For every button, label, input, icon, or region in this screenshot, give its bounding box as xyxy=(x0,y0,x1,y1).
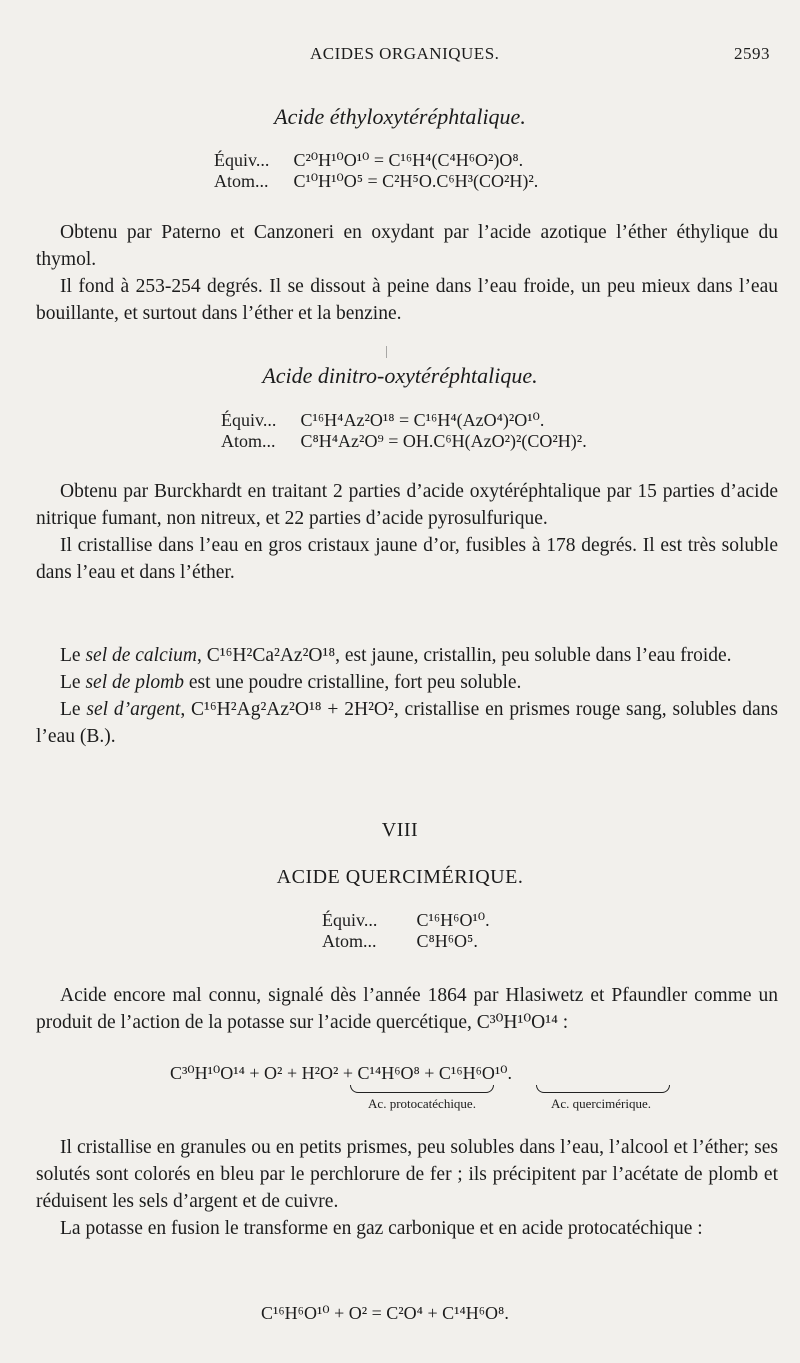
paragraph-block-4 xyxy=(36,982,778,1036)
paragraph-sel-argent: Le sel d’argent, C¹⁶H²Ag²Az²O¹⁸ + 2H²O², cristallise en prismes rouge sang, solubles dans l’eau (B.). xyxy=(36,699,778,747)
formula-label: Atom... xyxy=(214,171,269,191)
paragraph-block-5 xyxy=(36,1134,778,1242)
reaction-equation-2: C¹⁶H⁶O¹⁰ + O² = C²O⁴ + C¹⁴H⁶O⁸. xyxy=(261,1303,509,1323)
salt-name: sel de plomb xyxy=(85,672,185,693)
section-title-ethyloxy: Acide éthyloxytéréphtalique. xyxy=(274,104,526,129)
formula-label: Équiv... xyxy=(322,910,378,930)
underbrace xyxy=(350,1085,494,1093)
paragraph: Il fond à 253-254 degrés. Il se dissout à peine dans l’eau froide, un peu mieux dans l’eau bouillante, et surtout dans l’éther et la benzine. xyxy=(36,276,778,324)
paragraph: Acide encore mal connu, signalé dès l’année 1864 par Hlasiwetz et Pfaundler comme un produit de l’action de la potasse sur l’acide quercétique, C³⁰H¹⁰O¹⁴ : xyxy=(36,985,778,1033)
formula-equiv-3 xyxy=(322,910,490,931)
underbrace-label-protocatechique: Ac. protocatéchique. xyxy=(368,1096,476,1111)
print-mark xyxy=(386,346,387,358)
formula-atom-2 xyxy=(221,431,587,452)
paragraph: Il cristallise en granules ou en petits prismes, peu solubles dans l’eau, l’alcool et l’éther; ses solutés sont colorés en bleu par le perchlorure de fer ; ils précipitent par l’acétate de plomb et réduisent les sels d’argent et de cuivre. xyxy=(36,1137,778,1212)
underbrace-label-quercimerique: Ac. quercimérique. xyxy=(551,1096,651,1111)
paragraph: Obtenu par Burckhardt en traitant 2 parties d’acide oxytéréphtalique par 15 parties d’acide nitrique fumant, non nitreux, et 22 parties d’acide pyrosulfurique. xyxy=(36,481,778,529)
formula-value: C⁸H⁴Az²O⁹ = OH.C⁶H(AzO²)²(CO²H)². xyxy=(300,431,587,451)
running-title: ACIDES ORGANIQUES. xyxy=(310,44,500,63)
paragraph-block-3 xyxy=(36,642,778,750)
paragraph-block-1 xyxy=(36,219,778,327)
formula-equiv-2 xyxy=(221,410,544,431)
formula-label: Équiv... xyxy=(221,410,277,430)
formula-value: C¹⁶H⁴Az²O¹⁸ = C¹⁶H⁴(AzO⁴)²O¹⁰. xyxy=(300,410,545,430)
salt-name: sel de calcium xyxy=(85,645,197,666)
formula-label: Atom... xyxy=(221,431,276,451)
paragraph: Obtenu par Paterno et Canzoneri en oxydant par l’acide azotique l’éther éthylique du thymol. xyxy=(36,222,778,270)
paragraph: Il cristallise dans l’eau en gros cristaux jaune d’or, fusibles à 178 degrés. Il est très soluble dans l’eau et dans l’éther. xyxy=(36,535,778,583)
formula-label: Équiv... xyxy=(214,150,270,170)
formula-value: C¹⁶H⁶O¹⁰. xyxy=(416,910,490,930)
underbrace xyxy=(536,1085,670,1093)
formula-atom-3 xyxy=(322,931,478,952)
paragraph-sel-calcium: Le sel de calcium, C¹⁶H²Ca²Az²O¹⁸, est jaune, cristallin, peu soluble dans l’eau froide. xyxy=(60,645,732,666)
reaction-equation: C³⁰H¹⁰O¹⁴ + O² + H²O² + C¹⁴H⁶O⁸ + C¹⁶H⁶O¹⁰. xyxy=(170,1063,512,1083)
formula-value: C¹⁰H¹⁰O⁵ = C²H⁵O.C⁶H³(CO²H)². xyxy=(293,171,539,191)
page-number: 2593 xyxy=(734,44,770,63)
section-title-dinitro: Acide dinitro-oxytéréphtalique. xyxy=(262,363,538,388)
formula-value: C²⁰H¹⁰O¹⁰ = C¹⁶H⁴(C⁴H⁶O²)O⁸. xyxy=(293,150,524,170)
paragraph-block-2 xyxy=(36,478,778,586)
section-title-quercimerique: ACIDE QUERCIMÉRIQUE. xyxy=(276,866,524,888)
formula-atom-1 xyxy=(214,171,538,192)
section-number: VIII xyxy=(381,819,419,841)
paragraph-sel-plomb: Le sel de plomb est une poudre cristalline, fort peu soluble. xyxy=(60,672,522,693)
formula-equiv-1 xyxy=(214,150,523,171)
formula-value: C⁸H⁶O⁵. xyxy=(416,931,478,951)
formula-label: Atom... xyxy=(322,931,377,951)
salt-name: sel d’argent xyxy=(86,699,181,720)
paragraph: La potasse en fusion le transforme en gaz carbonique et en acide protocatéchique : xyxy=(60,1218,703,1239)
